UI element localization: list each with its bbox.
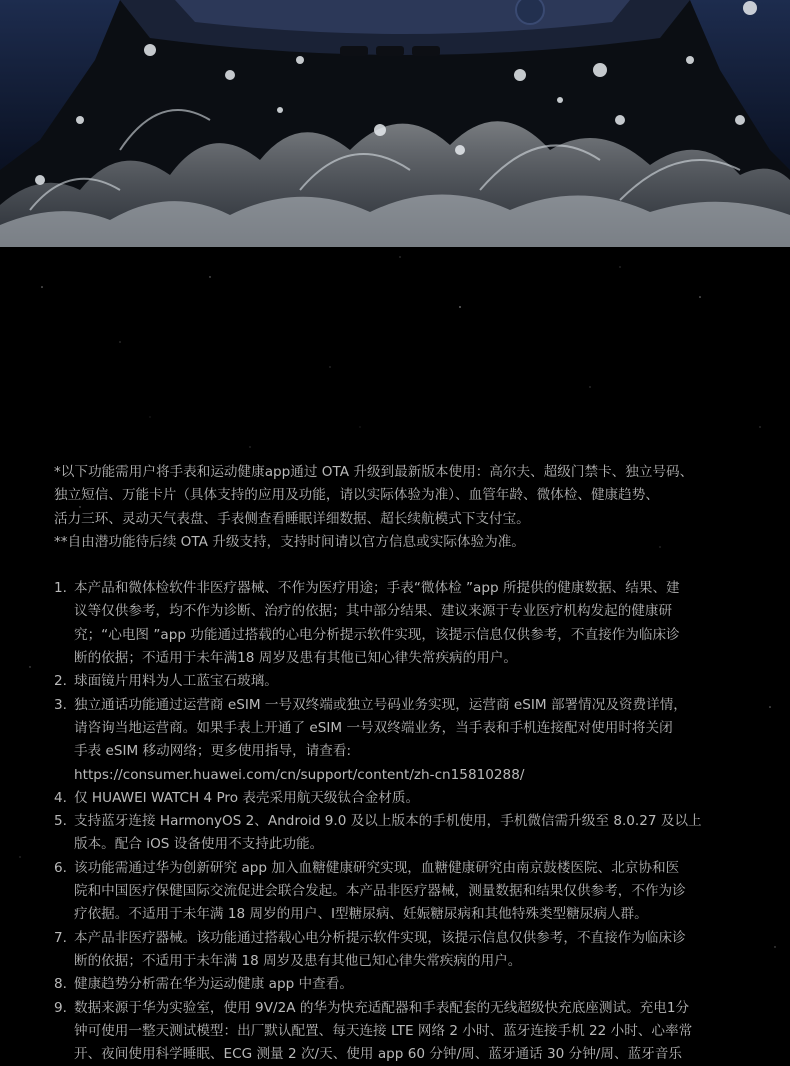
footnote-item <box>54 577 744 670</box>
hero-image <box>0 0 790 247</box>
footnote-line: 院和中国医疗保健国际交流促进会联合发起。本产品非医疗器械，测量数据和结果仅供参考，不作为诊 <box>74 883 686 900</box>
footnote-line: 本产品和微体检软件非医疗器械、不作为医疗用途；手表“微体检 ”app 所提供的健康数据、结果、建 <box>74 580 680 597</box>
footnote-item <box>54 810 744 857</box>
footnote-item <box>54 857 744 927</box>
footnote-number: 1. <box>54 580 67 597</box>
footnote-item <box>54 694 744 787</box>
footnote-line: 钟可使用一整天测试模型：出厂默认配置、每天连接 LTE 网络 2 小时、蓝牙连接手机 22 小时、心率常 <box>74 1022 693 1039</box>
footnote-line: 究；“心电图 ”app 功能通过搭载的心电分析提示软件实现，该提示信息仅供参考，不直接作为临床诊 <box>74 626 680 643</box>
footnote-line: 断的依据；不适用于未年满18 周岁及患有其他已知心律失常疾病的用户。 <box>74 650 518 667</box>
footnote-line: 数据来源于华为实验室，使用 9V/2A 的华为快充适配器和手表配套的无线超级快充底座测试。充电1分 <box>74 999 690 1016</box>
footnote-number: 7. <box>54 929 67 946</box>
footnote-line: 球面镜片用料为人工蓝宝石玻璃。 <box>74 673 278 690</box>
footnote-number: 2. <box>54 673 67 690</box>
footnote-item <box>54 973 744 996</box>
footnote-number: 5. <box>54 813 67 830</box>
footnote-line: 版本。配合 iOS 设备使用不支持此功能。 <box>74 836 324 853</box>
footnote-item <box>54 997 744 1066</box>
footnote-number: 3. <box>54 696 67 713</box>
footnote-line: 手表 eSIM 移动网络；更多使用指导，请查看: <box>74 743 352 760</box>
footnote-number: 6. <box>54 859 67 876</box>
footnote-number: 4. <box>54 789 67 806</box>
footnote-line: 健康趋势分析需在华为运动健康 app 中查看。 <box>74 976 353 993</box>
intro-line: *以下功能需用户将手表和运动健康app通过 OTA 升级到最新版本使用：高尔夫、超级门禁卡、独立号码、 <box>54 464 694 480</box>
footnote-line: 仅 HUAWEI WATCH 4 Pro 表壳采用航天级钛合金材质。 <box>74 789 420 806</box>
footnote-number: 8. <box>54 976 67 993</box>
footnotes <box>54 461 744 1066</box>
footnote-line: 该功能需通过华为创新研究 app 加入血糖健康研究实现，血糖健康研究由南京鼓楼医院、北京协和医 <box>74 859 680 876</box>
footnote-list <box>54 577 744 1066</box>
footnote-line: 独立通话功能通过运营商 eSIM 一号双终端或独立号码业务实现，运营商 eSIM 部署情况及资费详情， <box>74 696 687 713</box>
footnote-line: 议等仅供参考，均不作为诊断、治疗的依据；其中部分结果、建议来源于专业医疗机构发起的健康研 <box>74 603 673 620</box>
footnote-item <box>54 670 744 693</box>
footnote-line: 请咨询当地运营商。如果手表上开通了 eSIM 一号双终端业务，当手表和手机连接配对使用时将关闭 <box>74 719 673 736</box>
intro-line: 活力三环、灵动天气表盘、手表侧查看睡眠详细数据、超长续航模式下支付宝。 <box>54 510 530 527</box>
footnote-item <box>54 927 744 974</box>
footnote-line: 疗依据。不适用于未年满 18 周岁的用户、I型糖尿病、妊娠糖尿病和其他特殊类型糖尿病人群。 <box>74 906 648 923</box>
watch-water-splash-image <box>0 0 790 247</box>
intro-line: **自由潜功能待后续 OTA 升级支持，支持时间请以官方信息或实际体验为准。 <box>54 533 525 550</box>
footnote-line: 断的依据；不适用于未年满 18 周岁及患有其他已知心律失常疾病的用户。 <box>74 952 522 969</box>
footnote-number: 9. <box>54 999 67 1016</box>
footnote-item <box>54 787 744 810</box>
disclaimer-section <box>0 247 790 1063</box>
footnote-line: 开、夜间使用科学睡眠、ECG 测量 2 次/天、使用 app 60 分钟/周、蓝牙通话 30 分钟/周、蓝牙音乐 <box>74 1046 682 1063</box>
footnote-line: 支持蓝牙连接 HarmonyOS 2、Android 9.0 及以上版本的手机使用，手机微信需升级至 8.0.27 及以上 <box>74 813 702 830</box>
intro-line: 独立短信、万能卡片（具体支持的应用及功能，请以实际体验为准）、血管年龄、微体检、健康趋势、 <box>54 487 659 504</box>
support-link[interactable]: https://consumer.huawei.com/cn/support/content/zh-cn15810288/ <box>74 766 525 783</box>
footnote-line: 本产品非医疗器械。该功能通过搭载心电分析提示软件实现，该提示信息仅供参考，不直接作为临床诊 <box>74 929 686 946</box>
